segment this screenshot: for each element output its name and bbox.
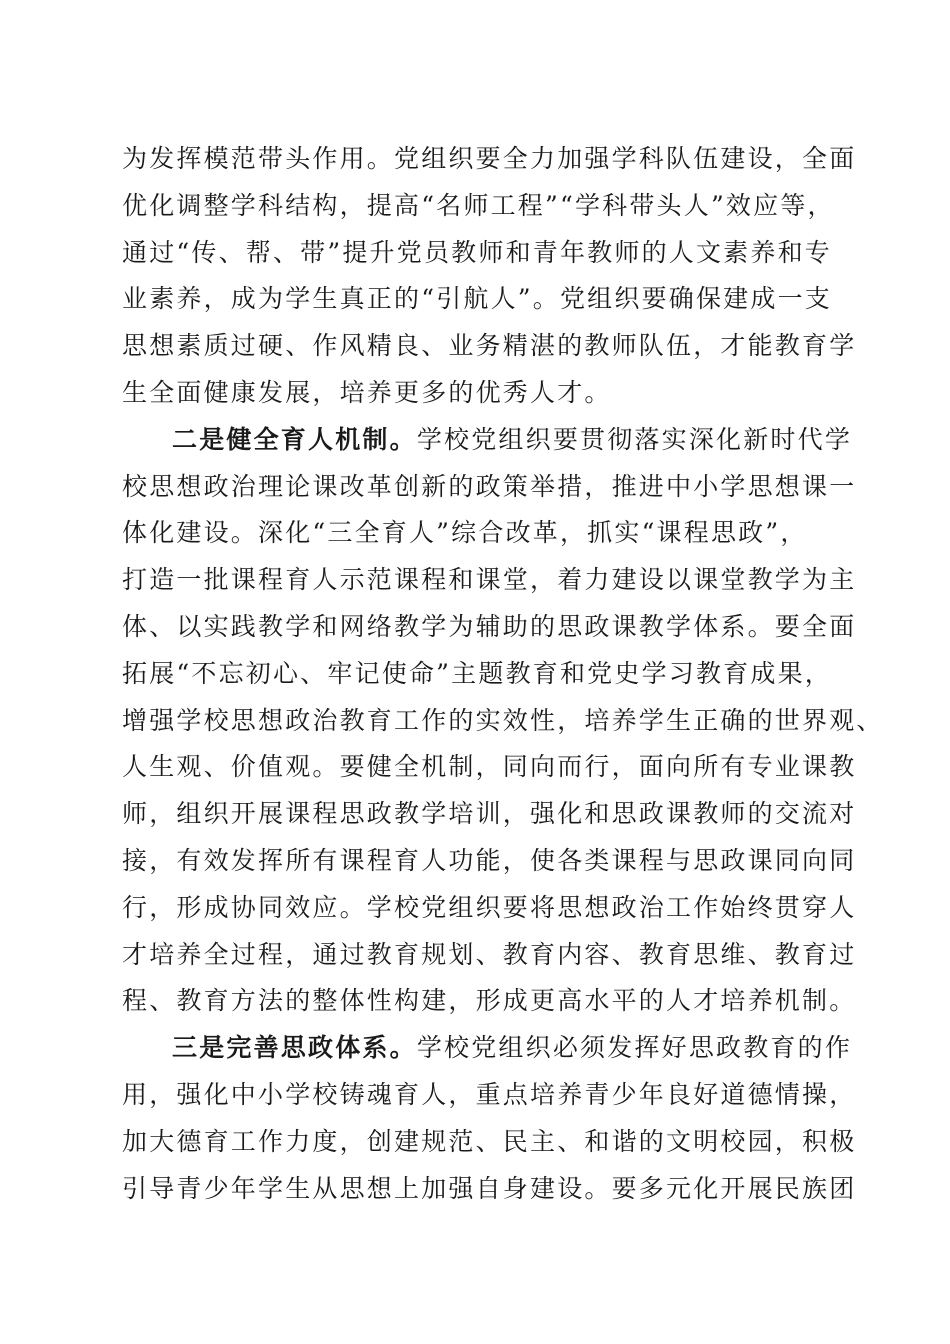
paragraph-line: 用，强化中小学校铸魂育人，重点培养青少年良好道德情操，	[122, 1079, 857, 1109]
paragraph-1	[122, 136, 857, 417]
paragraph-line: 行，形成协同效应。学校党组织要将思想政治工作始终贯穿人	[122, 892, 857, 922]
paragraph-line: 程、教育方法的整体性构建，形成更高水平的人才培养机制。	[122, 986, 857, 1016]
paragraph-line: 体化建设。深化“三全育人”综合改革，抓实“课程思政”，	[122, 518, 808, 548]
paragraph-line: 为发挥模范带头作用。党组织要全力加强学科队伍建设，全面	[122, 144, 857, 173]
paragraph-first-line	[122, 1025, 853, 1072]
paragraph-3	[122, 1025, 857, 1212]
paragraph-lead-heading: 三是完善思政体系。	[172, 1033, 417, 1063]
paragraph-line: 校思想政治理论课改革创新的政策举措，推进中小学思想课一	[122, 471, 857, 501]
paragraph-lead-heading: 二是健全育人机制。	[172, 424, 417, 454]
paragraph-line: 思想素质过硬、作风精良、业务精湛的教师队伍，才能教育学	[122, 331, 857, 361]
paragraph-line: 通过“传、帮、带”提升党员教师和青年教师的人文素养和专	[122, 237, 832, 267]
paragraph-line: 引导青少年学生从思想上加强自身建设。要多元化开展民族团	[122, 1173, 857, 1203]
paragraph-line: 增强学校思想政治教育工作的实效性，培养学生正确的世界观、	[122, 705, 884, 735]
paragraph-line: 接，有效发挥所有课程育人功能，使各类课程与思政课同向同	[122, 845, 857, 875]
paragraph-line: 生全面健康发展，培养更多的优秀人才。	[122, 377, 612, 407]
document-body	[122, 136, 884, 1212]
paragraph-line: 业素养，成为学生真正的“引航人”。党组织要确保建成一支	[122, 284, 832, 314]
paragraph-first-line-text: 学校党组织必须发挥好思政教育的作	[416, 1033, 853, 1063]
paragraph-2	[122, 417, 884, 1025]
paragraph-line: 才培养全过程，通过教育规划、教育内容、教育思维、教育过	[122, 939, 857, 969]
paragraph-first-line	[122, 417, 853, 464]
paragraph-line: 人生观、价值观。要健全机制，同向而行，面向所有专业课教	[122, 752, 857, 782]
paragraph-line: 拓展“不忘初心、牢记使命”主题教育和党史学习教育成果，	[122, 658, 832, 688]
paragraph-line: 优化调整学科结构，提高“名师工程”“学科带头人”效应等，	[122, 190, 835, 220]
paragraph-line: 加大德育工作力度，创建规范、民主、和谐的文明校园，积极	[122, 1126, 857, 1156]
paragraph-line: 师，组织开展课程思政教学培训，强化和思政课教师的交流对	[122, 799, 857, 829]
paragraph-line: 体、以实践教学和网络教学为辅助的思政课教学体系。要全面	[122, 611, 857, 641]
paragraph-line: 打造一批课程育人示范课程和课堂，着力建设以课堂教学为主	[122, 565, 857, 595]
paragraph-first-line-text: 学校党组织要贯彻落实深化新时代学	[416, 424, 853, 454]
